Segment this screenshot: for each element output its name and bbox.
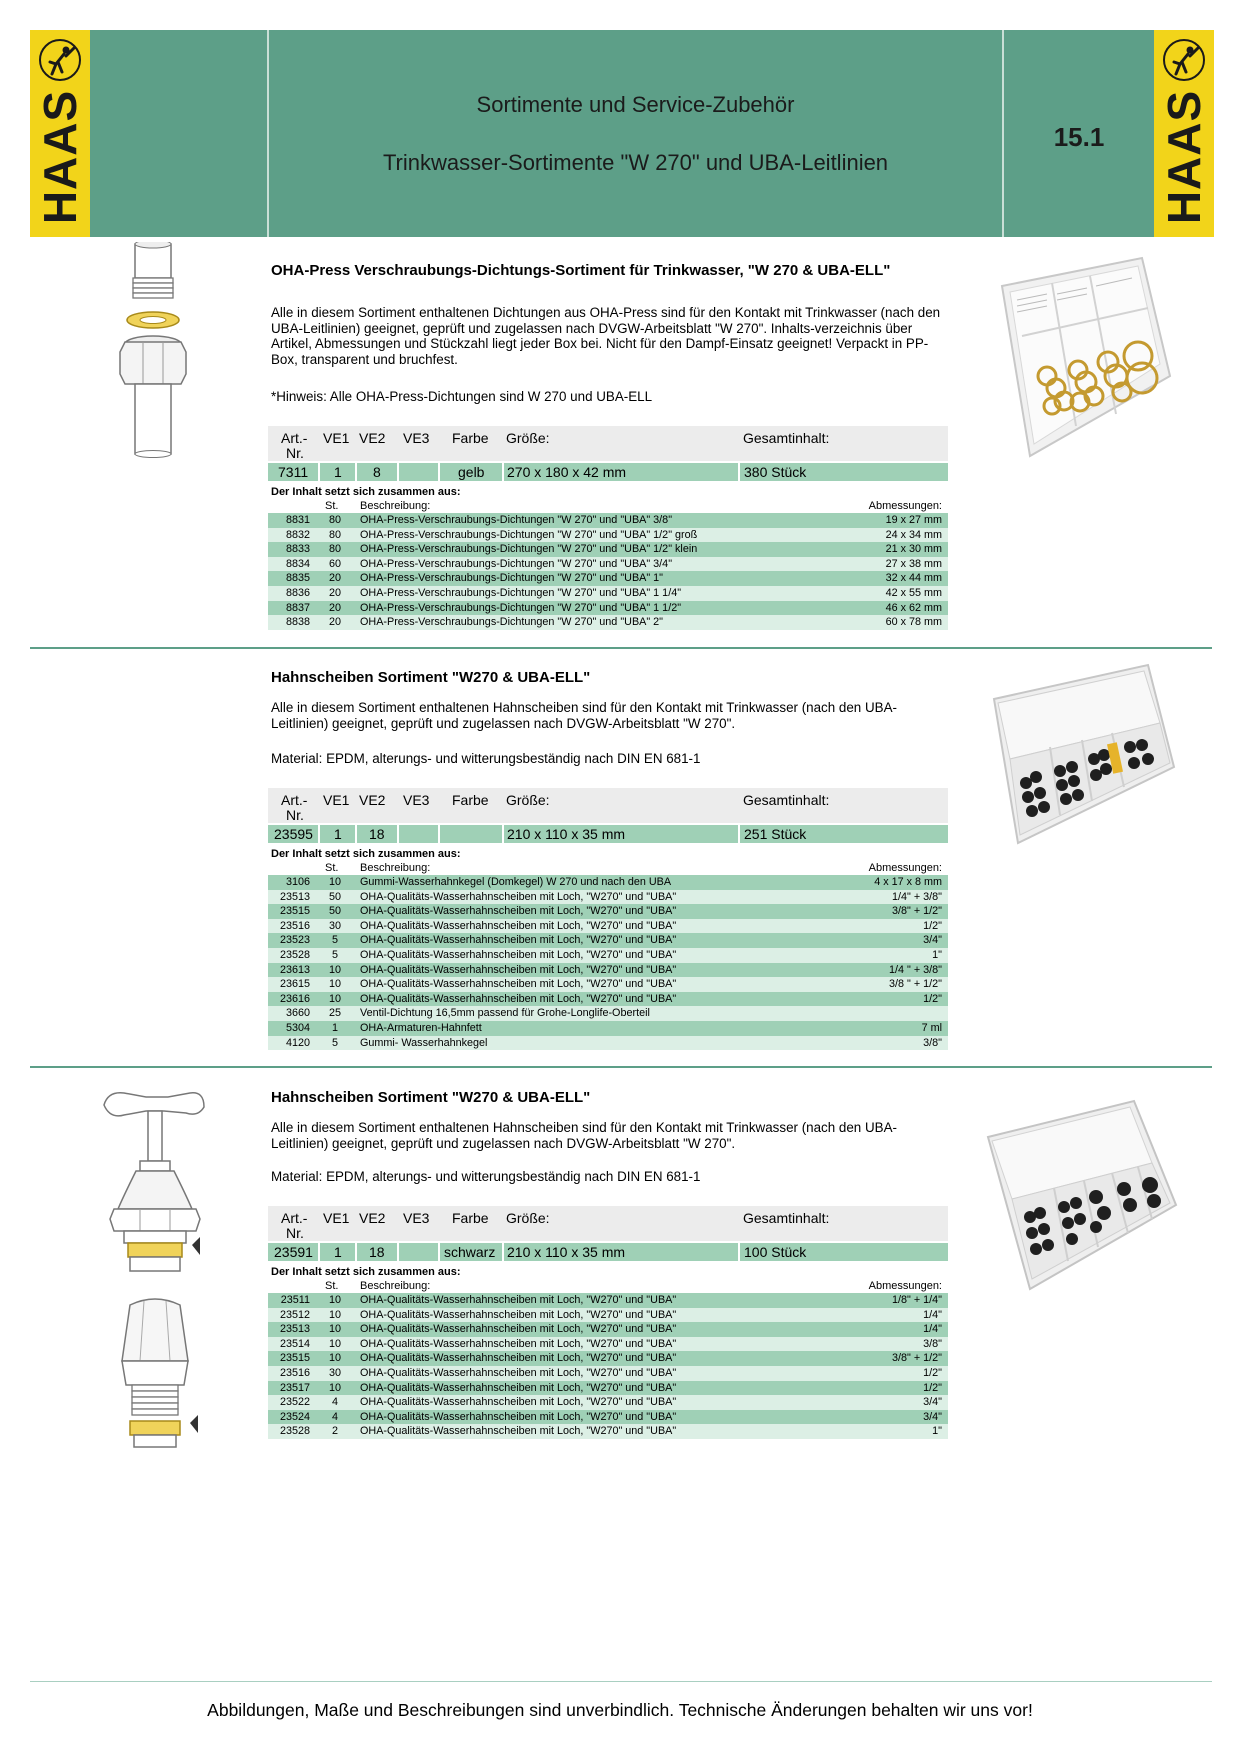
item-dimensions: 1" — [932, 948, 942, 961]
assortment-box-photo — [984, 1099, 1180, 1295]
page-title: Sortimente und Service-Zubehör — [476, 92, 795, 117]
item-art-nr: 5304 — [285, 1021, 310, 1034]
list-item — [268, 1424, 948, 1439]
art-nr: 23595 — [274, 826, 313, 842]
item-quantity: 10 — [328, 992, 341, 1005]
item-description: OHA-Qualitäts-Wasserhahnscheiben mit Loch, "W270" und "UBA" — [360, 1308, 677, 1321]
item-description: OHA-Qualitäts-Wasserhahnscheiben mit Loch, "W270" und "UBA" — [360, 1352, 677, 1365]
item-dimensions: 21 x 30 mm — [885, 543, 942, 556]
item-dimensions: 3/8" — [923, 1337, 942, 1350]
section-title: OHA-Press Verschraubungs-Dichtungs-Sortiment für Trinkwasser, "W 270 & UBA-ELL" — [271, 262, 891, 279]
item-quantity: 80 — [328, 543, 341, 556]
section-title: Hahnscheiben Sortiment "W270 & UBA-ELL" — [271, 669, 591, 686]
item-dimensions: 1/2" — [923, 992, 942, 1005]
item-description: OHA-Qualitäts-Wasserhahnscheiben mit Loch, "W270" und "UBA" — [360, 978, 677, 991]
item-art-nr: 8835 — [285, 572, 310, 585]
item-art-nr: 8831 — [285, 514, 310, 526]
haas-logo — [1154, 30, 1214, 237]
section-title: Hahnscheiben Sortiment "W270 & UBA-ELL" — [271, 1089, 591, 1106]
item-quantity: 10 — [328, 1337, 341, 1350]
item-description: OHA-Qualitäts-Wasserhahnscheiben mit Loch, "W270" und "UBA" — [360, 1323, 677, 1336]
item-art-nr: 8837 — [285, 601, 310, 614]
product-row: 7311 1 8 gelb 270 x 180 x 42 mm 380 Stück — [268, 463, 948, 481]
list-item — [268, 1021, 948, 1036]
item-description: OHA-Qualitäts-Wasserhahnscheiben mit Loch, "W270" und "UBA" — [360, 1381, 677, 1394]
item-art-nr: 23513 — [279, 1323, 310, 1336]
item-description: Gummi-Wasserhahnkegel (Domkegel) W 270 und nach den UBA — [360, 876, 672, 888]
item-dimensions: 3/8 " + 1/2" — [889, 978, 942, 991]
item-art-nr: 3106 — [285, 876, 310, 888]
art-nr: 7311 — [278, 464, 309, 480]
section-note: Material: EPDM, alterungs- und witterungsbeständig nach DIN EN 681-1 — [271, 751, 701, 766]
list-item — [268, 1410, 948, 1425]
item-dimensions: 1/4" — [923, 1308, 942, 1321]
item-quantity: 80 — [328, 528, 341, 541]
item-quantity: 5 — [331, 1036, 338, 1049]
item-description: OHA-Qualitäts-Wasserhahnscheiben mit Loch, "W270" und "UBA" — [360, 919, 677, 932]
item-art-nr: 23515 — [279, 905, 310, 918]
item-quantity: 1 — [331, 1021, 338, 1034]
item-description: OHA-Qualitäts-Wasserhahnscheiben mit Loch, "W270" und "UBA" — [360, 1425, 677, 1438]
item-description: Ventil-Dichtung 16,5mm passend für Grohe-Longlife-Oberteil — [360, 1007, 650, 1020]
item-art-nr: 23528 — [279, 1425, 310, 1438]
item-dimensions: 3/8" — [923, 1036, 942, 1049]
item-description: OHA-Qualitäts-Wasserhahnscheiben mit Loch, "W270" und "UBA" — [360, 934, 677, 947]
item-quantity: 30 — [328, 1366, 341, 1379]
item-description: OHA-Press-Verschraubungs-Dichtungen "W 270" und "UBA" 2" — [360, 616, 664, 629]
item-dimensions: 4 x 17 x 8 mm — [874, 876, 942, 888]
item-quantity: 5 — [331, 934, 338, 947]
item-quantity: 10 — [328, 1308, 341, 1321]
item-quantity: 60 — [328, 557, 341, 570]
list-item — [268, 1322, 948, 1337]
section-description: Alle in diesem Sortiment enthaltenen Hahnscheiben sind für den Kontakt mit Trinkwasser (nach den UBA-Leitlinien) geeignet, geprüft und zugelassen nach DVGW-Arbeitsblatt "W 270". — [271, 1120, 897, 1151]
item-description: OHA-Qualitäts-Wasserhahnscheiben mit Loch, "W270" und "UBA" — [360, 963, 677, 976]
item-art-nr: 23613 — [279, 963, 310, 976]
list-item — [268, 1293, 948, 1308]
item-art-nr: 23514 — [279, 1337, 310, 1350]
footer-divider — [30, 1681, 1212, 1682]
item-description: OHA-Press-Verschraubungs-Dichtungen "W 270" und "UBA" 3/8" — [360, 514, 673, 526]
item-quantity: 20 — [328, 572, 341, 585]
item-quantity: 10 — [328, 963, 341, 976]
item-art-nr: 8836 — [285, 586, 310, 599]
item-description: OHA-Press-Verschraubungs-Dichtungen "W 270" und "UBA" 1 1/2" — [360, 601, 682, 614]
item-art-nr: 23522 — [279, 1396, 310, 1409]
item-quantity: 30 — [328, 919, 341, 932]
list-item — [268, 948, 948, 963]
item-description: OHA-Press-Verschraubungs-Dichtungen "W 270" und "UBA" 1/2" groß — [360, 528, 698, 541]
plumber-figure-icon — [38, 38, 82, 84]
haas-brand-wordmark: HAAS — [1158, 89, 1210, 224]
contents-list — [268, 1293, 948, 1439]
item-dimensions: 1/4 " + 3/8" — [889, 963, 942, 976]
fitting-gasket-illustration — [110, 242, 210, 464]
item-dimensions: 1" — [932, 1425, 942, 1438]
item-description: OHA-Qualitäts-Wasserhahnscheiben mit Loch, "W270" und "UBA" — [360, 1366, 677, 1379]
item-quantity: 10 — [328, 1323, 341, 1336]
item-quantity: 10 — [328, 876, 341, 888]
list-item — [268, 1337, 948, 1352]
item-art-nr: 23517 — [279, 1381, 310, 1394]
haas-logo — [30, 30, 90, 237]
item-quantity: 20 — [328, 616, 341, 629]
item-quantity: 10 — [328, 1381, 341, 1394]
list-item — [268, 1395, 948, 1410]
item-art-nr: 23511 — [280, 1294, 310, 1306]
item-quantity: 10 — [328, 1352, 341, 1365]
list-item — [268, 963, 948, 978]
list-item — [268, 586, 948, 601]
item-art-nr: 8838 — [285, 616, 310, 629]
list-item — [268, 601, 948, 616]
item-quantity: 25 — [328, 1007, 341, 1020]
contents-list — [268, 875, 948, 1050]
list-item — [268, 513, 948, 528]
section-description: Alle in diesem Sortiment enthaltenen Dichtungen aus OHA-Press sind für den Kontakt mit Trinkwasser (nach den UBA-Leitlinien) geeignet, geprüft und zugelassen nach DVGW-Arbeitsblatt "W 270". Inhalts-verzeichnis über Artikel, Abmessungen und Stückzahl liegt jeder Box bei. Nicht für den Dampf-Einsatz geeignet! Verpackt in PP-Box, transparent und bruchfest. — [271, 305, 941, 367]
product-row: 23595 1 18 210 x 110 x 35 mm 251 Stück — [268, 825, 948, 843]
item-quantity: 10 — [328, 1294, 341, 1306]
haas-brand-wordmark: HAAS — [34, 89, 86, 224]
item-description: OHA-Qualitäts-Wasserhahnscheiben mit Loch, "W270" und "UBA" — [360, 890, 677, 903]
item-dimensions: 1/2" — [923, 1366, 942, 1379]
list-item — [268, 1381, 948, 1396]
item-art-nr: 23516 — [279, 1366, 310, 1379]
item-art-nr: 8832 — [285, 528, 310, 541]
section-divider — [30, 1066, 1212, 1068]
list-item — [268, 571, 948, 586]
list-item — [268, 1366, 948, 1381]
item-quantity: 50 — [328, 890, 341, 903]
product-table-header: Art.- Nr. VE1 VE2 VE3 Farbe Größe: Gesamtinhalt: — [268, 788, 948, 823]
list-item — [268, 904, 948, 919]
item-dimensions: 27 x 38 mm — [885, 557, 942, 570]
item-dimensions: 1/2" — [923, 1381, 942, 1394]
item-dimensions: 60 x 78 mm — [885, 616, 942, 629]
list-item — [268, 1351, 948, 1366]
list-item — [268, 528, 948, 543]
item-art-nr: 8834 — [285, 557, 310, 570]
list-item — [268, 890, 948, 905]
item-dimensions: 1/2" — [923, 919, 942, 932]
item-art-nr: 23615 — [279, 978, 310, 991]
plumber-figure-icon — [1162, 38, 1206, 84]
item-quantity: 20 — [328, 586, 341, 599]
item-description: OHA-Qualitäts-Wasserhahnscheiben mit Loch, "W270" und "UBA" — [360, 1337, 677, 1350]
item-quantity: 10 — [328, 978, 341, 991]
list-item — [268, 557, 948, 572]
item-dimensions: 3/8" + 1/2" — [892, 1352, 942, 1365]
item-dimensions: 1/8" + 1/4" — [892, 1294, 942, 1306]
item-quantity: 4 — [331, 1396, 338, 1409]
assortment-box-photo — [988, 663, 1178, 849]
item-description: OHA-Qualitäts-Wasserhahnscheiben mit Loch, "W270" und "UBA" — [360, 1294, 677, 1306]
list-item — [268, 992, 948, 1007]
item-quantity: 2 — [331, 1425, 338, 1438]
item-description: OHA-Armaturen-Hahnfett — [360, 1021, 482, 1034]
item-art-nr: 23616 — [279, 992, 310, 1005]
header-band — [90, 30, 1154, 237]
list-item — [268, 1036, 948, 1051]
list-item — [268, 615, 948, 630]
item-description: OHA-Press-Verschraubungs-Dichtungen "W 270" und "UBA" 1 1/4" — [360, 586, 682, 599]
list-item — [268, 977, 948, 992]
item-description: OHA-Qualitäts-Wasserhahnscheiben mit Loch, "W270" und "UBA" — [360, 948, 677, 961]
item-dimensions: 19 x 27 mm — [885, 514, 942, 526]
product-row: 23591 1 18 schwarz 210 x 110 x 35 mm 100 Stück — [268, 1243, 948, 1261]
contents-list — [268, 513, 948, 630]
tap-valve-illustration — [100, 1085, 210, 1509]
item-quantity: 80 — [328, 514, 341, 526]
list-item — [268, 933, 948, 948]
item-quantity: 4 — [331, 1410, 338, 1423]
item-dimensions: 3/4" — [923, 934, 942, 947]
section-note: Material: EPDM, alterungs- und witterungsbeständig nach DIN EN 681-1 — [271, 1169, 701, 1184]
product-table-header: Art.- Nr. VE1 VE2 VE3 Farbe Größe: Gesamtinhalt: — [268, 426, 948, 461]
item-dimensions: 42 x 55 mm — [885, 586, 942, 599]
item-dimensions: 3/4" — [923, 1410, 942, 1423]
art-nr: 23591 — [274, 1244, 313, 1260]
item-dimensions: 3/4" — [923, 1396, 942, 1409]
item-dimensions: 24 x 34 mm — [885, 528, 942, 541]
list-item — [268, 1006, 948, 1021]
list-item — [268, 919, 948, 934]
item-description: OHA-Press-Verschraubungs-Dichtungen "W 270" und "UBA" 3/4" — [360, 557, 673, 570]
item-description: OHA-Qualitäts-Wasserhahnscheiben mit Loch, "W270" und "UBA" — [360, 992, 677, 1005]
item-quantity: 50 — [328, 905, 341, 918]
page-number: 15.1 — [1053, 122, 1105, 152]
item-description: OHA-Qualitäts-Wasserhahnscheiben mit Loch, "W270" und "UBA" — [360, 1396, 677, 1409]
item-dimensions: 3/8" + 1/2" — [892, 905, 942, 918]
item-description: Gummi- Wasserhahnkegel — [360, 1036, 488, 1049]
assortment-box-photo — [992, 256, 1176, 460]
item-art-nr: 23512 — [279, 1308, 310, 1321]
item-art-nr: 23524 — [279, 1410, 310, 1423]
item-dimensions: 1/4" — [923, 1323, 942, 1336]
item-dimensions: 7 ml — [921, 1021, 942, 1034]
list-item — [268, 875, 948, 890]
item-art-nr: 23516 — [279, 919, 310, 932]
item-description: OHA-Qualitäts-Wasserhahnscheiben mit Loch, "W270" und "UBA" — [360, 905, 677, 918]
item-description: OHA-Press-Verschraubungs-Dichtungen "W 270" und "UBA" 1" — [360, 572, 664, 585]
page-subtitle: Trinkwasser-Sortimente "W 270" und UBA-Leitlinien — [382, 150, 889, 175]
item-description: OHA-Press-Verschraubungs-Dichtungen "W 270" und "UBA" 1/2" klein — [360, 543, 698, 556]
list-item — [268, 542, 948, 557]
item-dimensions: 1/4" + 3/8" — [892, 890, 942, 903]
item-description: OHA-Qualitäts-Wasserhahnscheiben mit Loch, "W270" und "UBA" — [360, 1410, 677, 1423]
item-quantity: 20 — [328, 601, 341, 614]
item-art-nr: 23528 — [279, 948, 310, 961]
section-description: Alle in diesem Sortiment enthaltenen Hahnscheiben sind für den Kontakt mit Trinkwasser (nach den UBA-Leitlinien) geeignet, geprüft und zugelassen nach DVGW-Arbeitsblatt "W 270". — [271, 700, 897, 731]
footer-disclaimer: Abbildungen, Maße und Beschreibungen sind unverbindlich. Technische Änderungen behalten wir uns vor! — [207, 1700, 1033, 1720]
item-art-nr: 23523 — [279, 934, 310, 947]
section-divider — [30, 647, 1212, 649]
item-quantity: 5 — [331, 948, 338, 961]
item-dimensions: 32 x 44 mm — [885, 572, 942, 585]
page-header — [30, 30, 1214, 237]
item-art-nr: 4120 — [285, 1036, 310, 1049]
product-table-header: Art.- Nr. VE1 VE2 VE3 Farbe Größe: Gesamtinhalt: — [268, 1206, 948, 1241]
item-art-nr: 3660 — [285, 1007, 310, 1020]
item-art-nr: 23513 — [279, 890, 310, 903]
list-item — [268, 1308, 948, 1323]
item-dimensions: 46 x 62 mm — [885, 601, 942, 614]
section-note: *Hinweis: Alle OHA-Press-Dichtungen sind W 270 und UBA-ELL — [271, 389, 653, 404]
item-art-nr: 8833 — [285, 543, 310, 556]
item-art-nr: 23515 — [279, 1352, 310, 1365]
